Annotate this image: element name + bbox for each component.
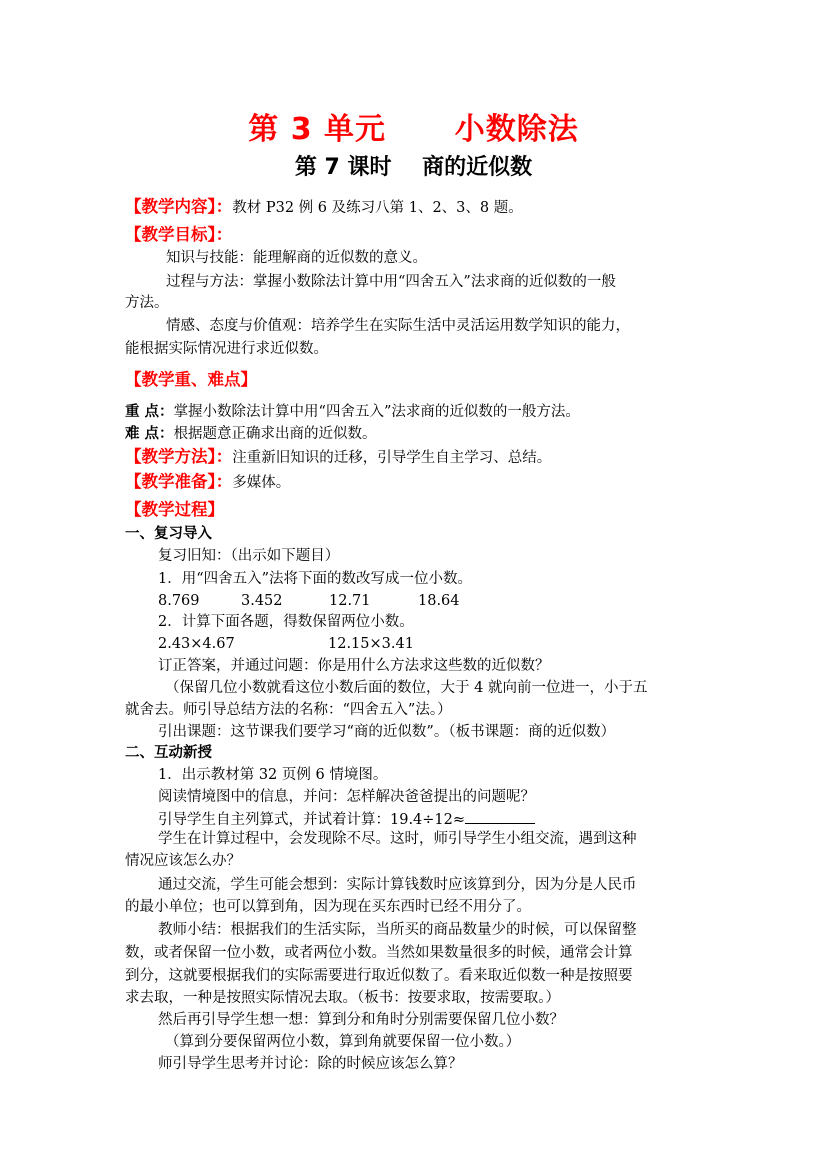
p1-calc	[158, 634, 738, 654]
goals-label: 【教学目标】：	[125, 225, 233, 244]
key-point-text: 掌握小数除法计算中用“四舍五入”法求商的近似数的一般方法。	[173, 404, 580, 420]
p1-l6: 引出课题：这节课我们要学习“商的近似数”。（板书课题：商的近似数）	[158, 724, 616, 740]
difficult-line	[125, 424, 705, 444]
lesson-title: 第 7 课时 商的近似数	[294, 155, 533, 180]
num-item: 3.452	[241, 593, 283, 609]
goal-3a: 情感、态度与价值观：培养学生在实际生活中灵活运用数学知识的能力，	[166, 318, 630, 334]
p2-l3: 引导学生自主列算式，并试着计算：19.4÷12≈	[158, 812, 466, 828]
method-text: 注重新旧知识的迁移，引导学生自主学习、总结。	[232, 450, 552, 466]
content-text: 教材 P32 例 6 及练习八第 1、2、3、8 题。	[232, 200, 523, 216]
p1-nums	[158, 591, 738, 611]
content-label: 【教学内容】：	[125, 197, 233, 216]
content-line	[125, 197, 705, 218]
difficult-label: 难 点：	[125, 426, 174, 442]
num-item: 12.71	[329, 593, 371, 609]
p1-l3: 2．计算下面各题，得数保留两位小数。	[158, 614, 414, 630]
goal-2b: 方法。	[125, 295, 169, 311]
p2-l9: 师引导学生思考并讨论：除的时候应该怎么算？	[158, 1056, 463, 1072]
p1-l1: 复习旧知：（出示如下题目）	[158, 548, 340, 564]
p2-l6d: 求去取，一种是按照实际情况去取。（板书：按要求取，按需要取。）	[125, 990, 560, 1006]
p1-l5b: 就舍去。师引导总结方法的名称：“四舍五入”法。）	[125, 702, 452, 718]
key-label: 【教学重、难点】	[125, 370, 257, 389]
process-label: 【教学过程】	[125, 500, 224, 519]
key-point-line	[125, 402, 705, 422]
goals-heading	[125, 225, 705, 246]
answer-blank	[465, 809, 535, 824]
goal-1: 知识与技能：能理解商的近似数的意义。	[166, 250, 427, 266]
p2-l7: 然后再引导学生想一想：算到分和角时分别需要保留几位小数？	[158, 1012, 564, 1028]
p1-l4: 订正答案，并通过问题：你是用什么方法求这些数的近似数？	[158, 658, 550, 674]
p2-l2: 阅读情境图中的信息，并问：怎样解决爸爸提出的问题呢？	[158, 789, 535, 805]
unit-title: 第 3 单元 小数除法	[248, 112, 579, 147]
p2-l6a: 教师小结：根据我们的生活实际，当所买的商品数量少的时候，可以保留整	[158, 922, 637, 938]
p2-l1: 1．出示教材第 32 页例 6 情境图。	[158, 767, 388, 783]
p2-l8: （算到分要保留两位小数，算到角就要保留一位小数。）	[165, 1034, 521, 1050]
goal-3b: 能根据实际情况进行求近似数。	[125, 341, 328, 357]
key-point-label: 重 点：	[125, 404, 174, 420]
p2-l4b: 情况应该怎么办？	[125, 853, 241, 869]
calc-item: 2.43×4.67	[158, 636, 235, 652]
p1-l5a: （保留几位小数就看这位小数后面的数位，大于 4 就向前一位进一，小于五	[165, 680, 648, 696]
part1-title: 一、复习导入	[125, 526, 212, 542]
prep-line	[125, 472, 705, 493]
process-heading	[125, 500, 705, 521]
prep-label: 【教学准备】：	[125, 472, 233, 491]
num-item: 8.769	[158, 593, 200, 609]
prep-text: 多媒体。	[232, 475, 291, 491]
p2-l4a: 学生在计算过程中，会发现除不尽。这时，师引导学生小组交流，遇到这种	[158, 831, 637, 847]
method-label: 【教学方法】：	[125, 447, 233, 466]
p2-l5a: 通过交流，学生可能会想到：实际计算钱数时应该算到分，因为分是人民币	[158, 877, 637, 893]
part2-title: 二、互动新授	[125, 745, 212, 761]
p2-l5b: 的最小单位；也可以算到角，因为现在买东西时已经不用分了。	[125, 899, 531, 915]
calc-item: 12.15×3.41	[328, 636, 414, 652]
p2-l6c: 到分，这就要根据我们的实际需要进行取近似数了。看来取近似数一种是按照要	[125, 968, 633, 984]
p2-l3-line	[158, 809, 738, 830]
p2-l6b: 数，或者保留一位小数，或者两位小数。当然如果数量很多的时候，通常会计算	[125, 945, 633, 961]
p1-l2: 1．用“四舍五入”法将下面的数改写成一位小数。	[158, 571, 473, 587]
num-item: 18.64	[418, 593, 460, 609]
key-heading	[125, 370, 705, 391]
goal-2a: 过程与方法：掌握小数除法计算中用“四舍五入”法求商的近似数的一般	[166, 274, 616, 290]
difficult-text: 根据题意正确求出商的近似数。	[173, 426, 377, 442]
method-line	[125, 447, 705, 468]
